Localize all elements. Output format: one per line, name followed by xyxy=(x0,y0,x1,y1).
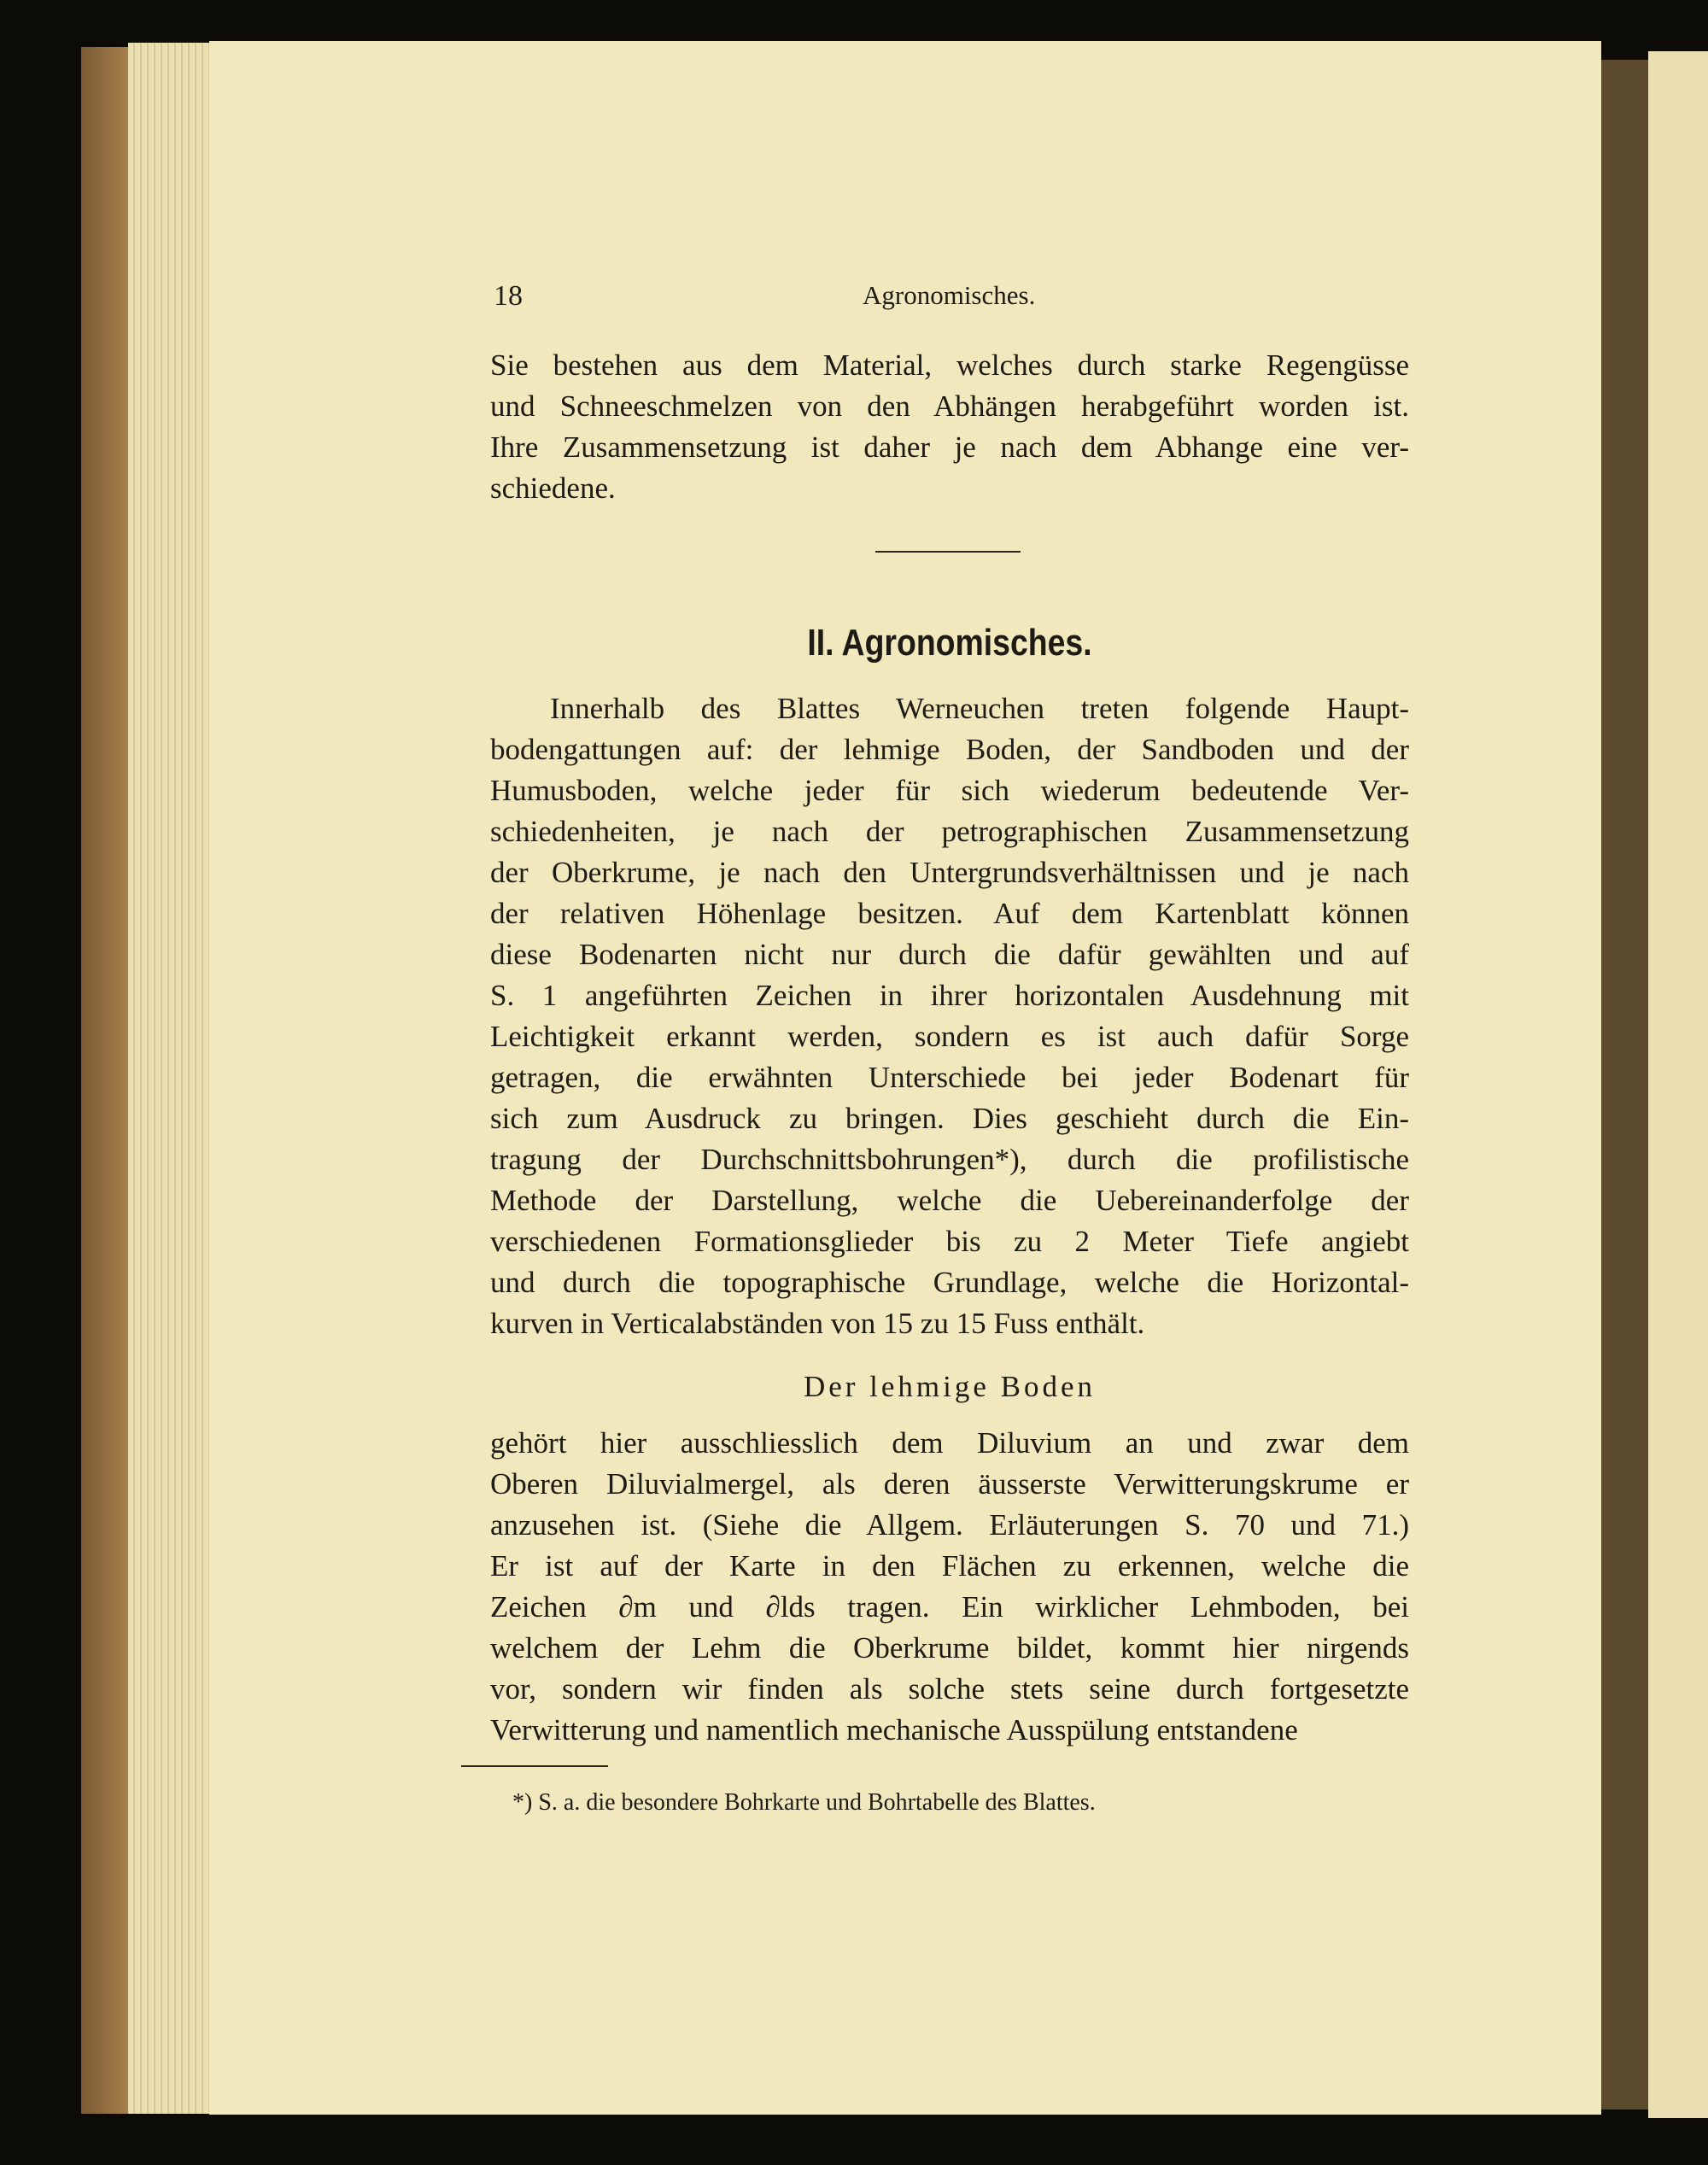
text-line: vor, sondern wir finden als solche stets seine durch fortgesetzte xyxy=(490,1672,1409,1706)
text-line: getragen, die erwähnten Unterschiede bei jeder Bodenart für xyxy=(490,1061,1409,1094)
text-line: bodengattungen auf: der lehmige Boden, der Sandboden und der xyxy=(490,733,1409,766)
page-stack xyxy=(128,43,214,2114)
footnote: *) S. a. die besondere Bohrkarte und Bohrtabelle des Blattes. xyxy=(512,1789,1096,1816)
text-line: schiedenheiten, je nach der petrographischen Zusammensetzung xyxy=(490,815,1409,848)
text-line: der Oberkrume, je nach den Untergrundsverhältnissen und je nach xyxy=(490,856,1409,889)
text-line: Ihre Zusammensetzung ist daher je nach dem Abhange eine ver- xyxy=(490,430,1409,464)
text-line: Verwitterung und namentlich mechanische Ausspülung entstandene xyxy=(490,1713,1298,1747)
text-line: Zeichen ∂m und ∂lds tragen. Ein wirklicher Lehmboden, bei xyxy=(490,1590,1409,1624)
book-gutter xyxy=(1601,60,1648,2109)
text-line: der relativen Höhenlage besitzen. Auf dem Kartenblatt können xyxy=(490,897,1409,930)
text-line: anzusehen ist. (Siehe die Allgem. Erläuterungen S. 70 und 71.) xyxy=(490,1508,1409,1542)
text-line: Sie bestehen aus dem Material, welches durch starke Regengüsse xyxy=(490,348,1409,382)
paragraph-2 xyxy=(490,688,1409,1344)
page-number: 18 xyxy=(494,280,523,312)
section-divider xyxy=(875,551,1021,553)
text-line: kurven in Verticalabständen von 15 zu 15 Fuss enthält. xyxy=(490,1307,1145,1340)
paragraph-3 xyxy=(490,1423,1409,1751)
text-line: Er ist auf der Karte in den Flächen zu erkennen, welche die xyxy=(490,1549,1409,1583)
running-title: Agronomisches. xyxy=(863,280,1036,310)
text-line: Oberen Diluvialmergel, als deren äusserste Verwitterungskrume er xyxy=(490,1467,1409,1501)
text-line: schiedene. xyxy=(490,471,616,505)
text-line: tragung der Durchschnittsbohrungen*), durch die profilistische xyxy=(490,1143,1409,1176)
text-line: und durch die topographische Grundlage, welche die Horizontal- xyxy=(490,1266,1409,1299)
text-line: und Schneeschmelzen von den Abhängen herabgeführt worden ist. xyxy=(490,389,1409,423)
text-line: S. 1 angeführten Zeichen in ihrer horizontalen Ausdehnung mit xyxy=(490,979,1409,1012)
paragraph-1 xyxy=(490,345,1409,509)
text-line: verschiedenen Formationsglieder bis zu 2 Meter Tiefe angiebt xyxy=(490,1225,1409,1258)
text-line: Humusboden, welche jeder für sich wiederum bedeutende Ver- xyxy=(490,774,1409,807)
text-line: gehört hier ausschliesslich dem Diluvium an und zwar dem xyxy=(490,1426,1409,1460)
facing-page xyxy=(1648,51,1708,2118)
section-heading: II. Agronomisches. xyxy=(807,622,1092,664)
text-line: welchem der Lehm die Oberkrume bildet, kommt hier nirgends xyxy=(490,1631,1409,1665)
text-line: Innerhalb des Blattes Werneuchen treten folgende Haupt- xyxy=(550,692,1409,725)
text-line: diese Bodenarten nicht nur durch die dafür gewählten und auf xyxy=(490,938,1409,971)
text-line: sich zum Ausdruck zu bringen. Dies geschieht durch die Ein- xyxy=(490,1102,1409,1135)
text-line: Methode der Darstellung, welche die Uebereinanderfolge der xyxy=(490,1184,1409,1217)
footnote-rule xyxy=(461,1765,608,1767)
text-line: Leichtigkeit erkannt werden, sondern es ist auch dafür Sorge xyxy=(490,1020,1409,1053)
subheading: Der lehmige Boden xyxy=(803,1370,1097,1403)
